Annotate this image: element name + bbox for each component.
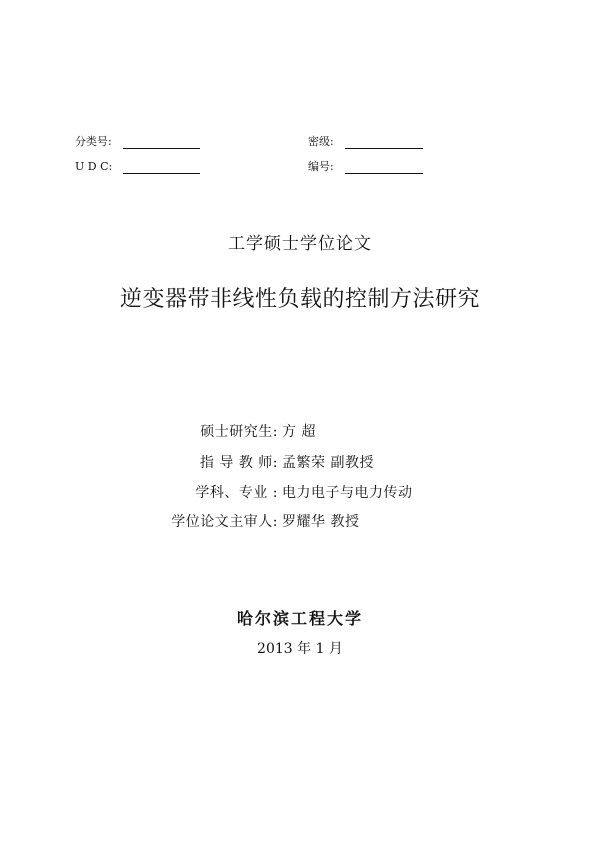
secrecy-label: 密级:	[308, 135, 334, 148]
thesis-date: 2013 年 1 月	[257, 641, 343, 657]
udc-field	[123, 159, 200, 174]
secrecy-field	[345, 134, 423, 149]
info-row-advisor	[0, 452, 600, 472]
info-value: 罗耀华 教授	[282, 514, 360, 530]
degree-title: 工学硕士学位论文	[228, 234, 372, 254]
school-name: 哈尔滨工程大学	[236, 609, 363, 628]
info-label: 硕士研究生:	[200, 424, 278, 440]
info-label: 指 导 教 师:	[199, 455, 278, 471]
info-label: 学科、专业 :	[195, 485, 278, 501]
info-value: 孟繁荣 副教授	[282, 455, 374, 471]
info-row-major	[0, 482, 600, 502]
info-value: 电力电子与电力传动	[282, 485, 413, 501]
info-label: 学位论文主审人:	[171, 514, 278, 530]
info-value: 方 超	[282, 424, 316, 440]
category-label: 分类号:	[75, 135, 112, 148]
thesis-title: 逆变器带非线性负载的控制方法研究	[119, 287, 480, 312]
serial-field	[345, 159, 423, 174]
info-row-student	[0, 421, 600, 441]
info-row-reviewer	[0, 511, 600, 531]
serial-label: 编号:	[308, 160, 334, 173]
category-field	[123, 134, 200, 149]
udc-label: U D C:	[75, 160, 113, 173]
